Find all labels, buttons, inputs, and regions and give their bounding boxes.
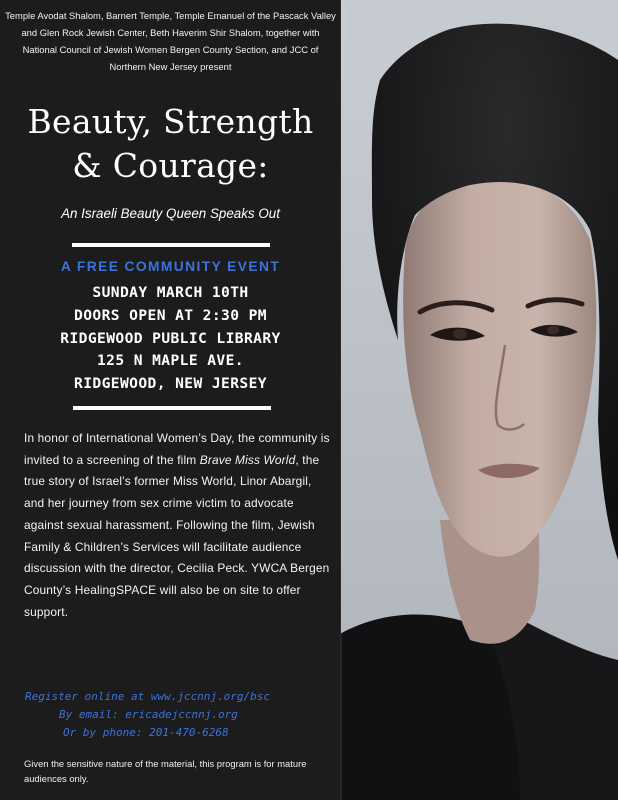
event-description — [24, 428, 330, 623]
register-email-link[interactable]: By email: ericadejccnnj.org — [59, 708, 238, 721]
film-title: Brave Miss World — [199, 452, 296, 467]
event-time: DOORS OPEN AT 2:30 PM — [74, 306, 267, 324]
register-online-link[interactable]: Register online at www.jccnnj.org/bsc — [25, 690, 271, 703]
free-event-label: A FREE COMMUNITY EVENT — [60, 259, 281, 274]
register-phone: Or by phone: 201-470-6268 — [63, 726, 229, 739]
event-city: RIDGEWOOD, NEW JERSEY — [74, 375, 267, 393]
event-details — [0, 282, 341, 396]
title-line-2: & Courage: — [72, 146, 269, 185]
event-street: 125 N MAPLE AVE. — [97, 352, 244, 370]
description-intro: In honor of International Women’s Day, the community is invited to a screening of the film — [24, 431, 330, 467]
description-rest: , the true story of Israel’s former Miss World, Linor Abargil, and her journey from sex crime victim to advocate against sexual harassment. Following the film, Jewish Family & Children’s Services will facilitate audience discussion with the director, Cecilia Peck. YWCA Bergen County’s HealingSPACE will also be on site to offer support. — [24, 452, 330, 619]
title-line-1: Beauty, Strength — [27, 102, 314, 141]
event-title — [0, 100, 341, 188]
divider-top — [72, 243, 270, 247]
event-venue: RIDGEWOOD PUBLIC LIBRARY — [60, 329, 281, 347]
event-date: SUNDAY MARCH 10TH — [92, 284, 249, 301]
divider-bottom — [73, 406, 271, 410]
registration-info — [0, 688, 341, 742]
presenters-text: Temple Avodat Shalom, Barnert Temple, Temple Emanuel of the Pascack Valley and Glen Rock Jewish Center, Beth Haverim Shir Shalom, together with National Council of Jewish Women Bergen County Section, and JCC of Northern New Jersey present — [5, 10, 336, 72]
event-subtitle: An Israeli Beauty Queen Speaks Out — [61, 206, 280, 221]
audience-note: Given the sensitive nature of the material, this program is for mature audiences only. — [24, 758, 307, 784]
